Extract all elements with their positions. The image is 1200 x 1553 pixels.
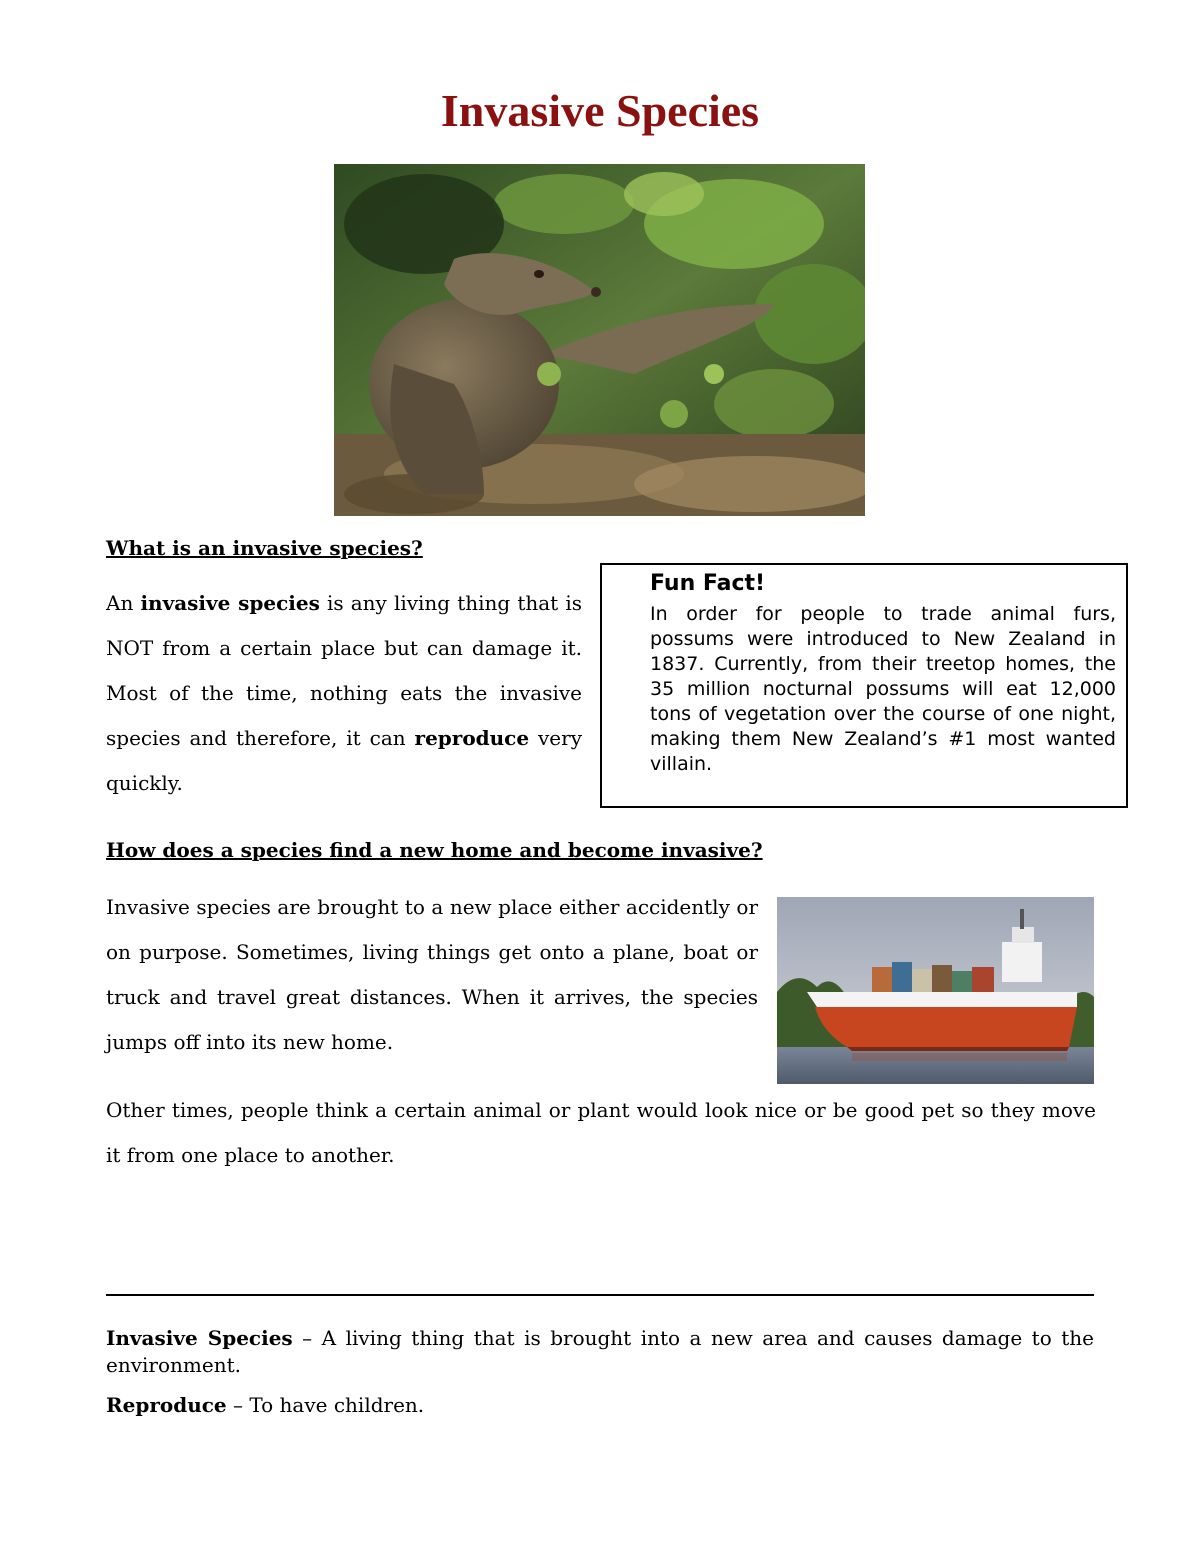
section-heading-how: How does a species find a new home and become invasive? bbox=[106, 838, 763, 862]
how-paragraph-1: Invasive species are brought to a new place either accidently or on purpose. Sometimes, living things get onto a plane, boat or truck and travel great distances. When it arrives, the species jumps off into its new home. bbox=[106, 895, 758, 1054]
definition-paragraph bbox=[106, 581, 582, 806]
fun-fact-box bbox=[600, 563, 1128, 808]
term-reproduce: reproduce bbox=[414, 726, 530, 750]
section-heading-what: What is an invasive species? bbox=[106, 536, 423, 560]
cargo-ship-photo bbox=[777, 897, 1094, 1084]
mongoose-photo bbox=[334, 164, 865, 516]
how-paragraph-2: Other times, people think a certain animal or plant would look nice or be good pet so they move it from one place to another. bbox=[106, 1098, 1096, 1167]
text-segment: very quickly. bbox=[106, 726, 582, 795]
term-invasive-species: invasive species bbox=[140, 591, 320, 615]
glossary-term: Reproduce bbox=[106, 1393, 227, 1417]
glossary-entry bbox=[106, 1325, 1094, 1379]
fun-fact-title: Fun Fact! bbox=[650, 571, 766, 596]
text-segment: is any living thing that is NOT from a certain place but can damage it. Most of the time, nothing eats the invasive species and therefore, it can bbox=[106, 591, 582, 750]
fun-fact-text: In order for people to trade animal furs, possums were introduced to New Zealand in 1837. Currently, from their treetop homes, the 35 million nocturnal possums will eat 12,000 tons of vegetation over the course of one night, making them New Zealand’s #1 most wanted villain. bbox=[650, 603, 1116, 775]
section-divider bbox=[106, 1294, 1094, 1296]
glossary-entry bbox=[106, 1392, 1094, 1419]
glossary-definition: – To have children. bbox=[226, 1393, 425, 1417]
glossary-term: Invasive Species bbox=[106, 1326, 293, 1350]
text-segment: An bbox=[106, 591, 141, 615]
glossary-definition: – A living thing that is brought into a new area and causes damage to the environment. bbox=[106, 1326, 1094, 1377]
page-title: Invasive Species bbox=[440, 85, 760, 136]
